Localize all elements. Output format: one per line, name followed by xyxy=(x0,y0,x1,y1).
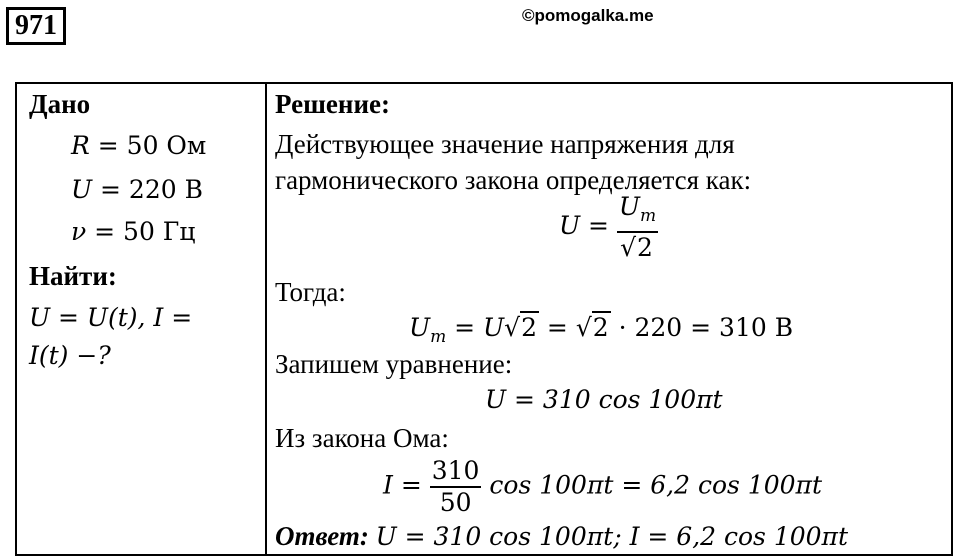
solution-text-2: гармонического закона определяется как: xyxy=(275,165,752,195)
formula4-lhs: I = xyxy=(383,470,422,500)
formula2-mid2: = xyxy=(538,313,576,342)
given-heading: Дано xyxy=(29,89,91,119)
formula-current xyxy=(383,456,822,518)
frequency-value: 50 Гц xyxy=(123,217,196,246)
voltage-symbol: U xyxy=(71,175,93,204)
formula1-numerator: U xyxy=(618,192,640,221)
solution-table xyxy=(15,82,953,556)
solution-heading: Решение: xyxy=(275,89,390,119)
formula4-fraction xyxy=(430,456,482,518)
given-resistance: R = 50 Ом xyxy=(71,131,207,160)
voltage-value: 220 В xyxy=(128,175,203,204)
formula1-denominator: 2 xyxy=(637,233,653,262)
solution-text-1: Действующее значение напряжения для xyxy=(275,129,735,159)
given-frequency: ν = 50 Гц xyxy=(71,217,196,246)
formula-effective-voltage xyxy=(559,192,658,263)
sqrt-symbol: √2 xyxy=(504,313,537,342)
formula2-rest: · 220 = 310 В xyxy=(610,313,794,342)
formula4-rest: cos 100πt = 6,2 cos 100πt xyxy=(489,470,822,500)
formula2-mid1: = U xyxy=(446,313,505,342)
formula1-numerator-sub: m xyxy=(640,206,657,226)
problem-number: 971 xyxy=(6,7,66,45)
resistance-value: 50 Ом xyxy=(126,131,207,160)
formula-voltage-equation: U = 310 cos 100πt xyxy=(485,385,723,414)
sqrt-symbol: √2 xyxy=(620,233,653,262)
column-divider xyxy=(265,84,267,554)
formula2-lhs: U xyxy=(409,313,431,342)
find-heading: Найти: xyxy=(29,261,117,291)
resistance-symbol: R xyxy=(71,131,90,160)
answer-label: Ответ: xyxy=(275,521,369,551)
answer-text: U = 310 cos 100πt; I = 6,2 cos 100πt xyxy=(375,522,849,551)
formula4-numerator: 310 xyxy=(431,456,480,485)
sqrt-symbol: √2 xyxy=(575,313,609,342)
watermark: ©pomogalka.me xyxy=(522,6,654,25)
formula4-denominator: 50 xyxy=(430,486,482,518)
solution-text-4: Запишем уравнение: xyxy=(275,349,513,379)
given-voltage: U = 220 В xyxy=(71,175,203,204)
formula1-lhs: U = xyxy=(559,211,609,240)
formula1-fraction xyxy=(617,192,658,263)
formula2-radicand-1: 2 xyxy=(521,313,537,342)
formula-amplitude xyxy=(409,312,793,353)
formula2-radicand-2: 2 xyxy=(592,313,609,342)
solution-text-5: Из закона Ома: xyxy=(275,423,449,453)
answer-line xyxy=(275,520,848,553)
frequency-symbol: ν xyxy=(71,217,87,246)
formula2-sub: m xyxy=(430,327,447,347)
solution-text-3: Тогда: xyxy=(275,277,346,307)
find-line-2: I(t) −? xyxy=(29,341,111,370)
find-line-1: U = U(t), I = xyxy=(29,303,193,332)
